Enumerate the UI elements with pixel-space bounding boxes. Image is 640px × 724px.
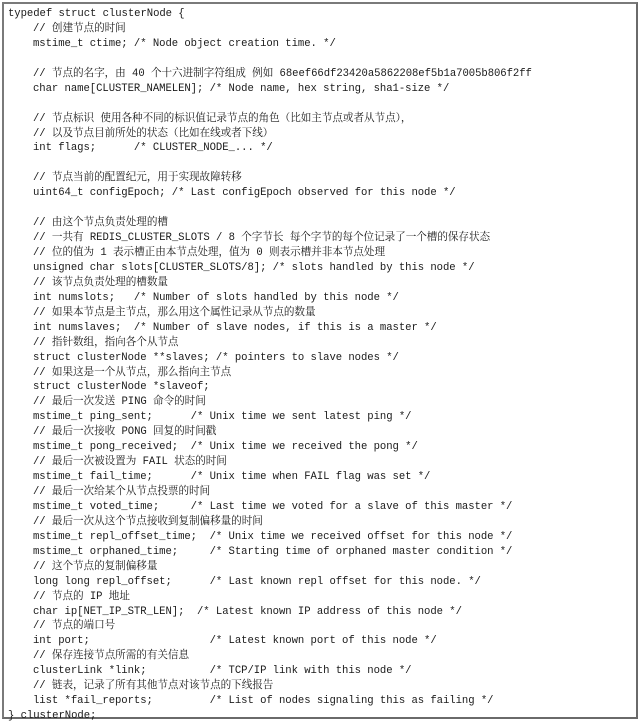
code-comment-line: // 以及节点目前所处的状态（比如在线或者下线） bbox=[33, 127, 274, 140]
code-comment-line: // 该节点负责处理的槽数量 bbox=[33, 276, 168, 289]
code-line: mstime_t orphaned_time; /* Starting time of orphaned master condition */ bbox=[33, 545, 513, 558]
code-comment-line: // 链表，记录了所有其他节点对该节点的下线报告 bbox=[33, 680, 274, 693]
code-line: mstime_t repl_offset_time; /* Unix time we received offset for this node */ bbox=[33, 530, 513, 543]
code-line: typedef struct clusterNode { bbox=[8, 8, 185, 20]
code-frame bbox=[2, 2, 638, 723]
code-comment-line: // 最后一次接收 PONG 回复的时间戳 bbox=[33, 426, 217, 439]
code-comment-line: // 这个节点的复制偏移量 bbox=[33, 560, 158, 573]
code-blank-line bbox=[8, 201, 634, 216]
code-comment-line: // 位的值为 1 表示槽正由本节点处理，值为 0 则表示槽并非本节点处理 bbox=[33, 247, 385, 259]
code-line: mstime_t fail_time; /* Unix time when FAIL flag was set */ bbox=[33, 471, 431, 484]
code-line: mstime_t ctime; /* Node object creation time. */ bbox=[33, 37, 336, 50]
code-line: uint64_t configEpoch; /* Last configEpoch observed for this node */ bbox=[33, 187, 456, 200]
code-line: mstime_t voted_time; /* Last time we voted for a slave of this master */ bbox=[33, 500, 513, 513]
code-blank-line bbox=[8, 156, 634, 171]
code-comment-line: // 一共有 REDIS_CLUSTER_SLOTS / 8 个字节长 每个字节的每个位记录了一个槽的保存状态 bbox=[33, 232, 491, 245]
code-comment-line: // 最后一次从这个节点接收到复制偏移量的时间 bbox=[33, 515, 263, 528]
code-comment-line: // 由这个节点负责处理的槽 bbox=[33, 217, 168, 230]
code-comment-line: // 节点标识 使用各种不同的标识值记录节点的角色（比如主节点或者从节点）， bbox=[33, 112, 412, 125]
code-comment-line: // 最后一次发送 PING 命令的时间 bbox=[33, 396, 206, 409]
code-line: } clusterNode; bbox=[8, 710, 97, 723]
code-line: char name[CLUSTER_NAMELEN]; /* Node name, hex string, sha1-size */ bbox=[33, 82, 450, 95]
code-comment-line: // 节点当前的配置纪元，用于实现故障转移 bbox=[33, 172, 242, 185]
code-comment-line: // 节点的端口号 bbox=[33, 620, 116, 633]
code-comment-line: // 如果这是一个从节点，那么指向主节点 bbox=[33, 366, 232, 379]
code-line: struct clusterNode **slaves; /* pointers to slave nodes */ bbox=[33, 351, 399, 364]
code-blank-line bbox=[8, 97, 634, 112]
code-comment-line: // 如果本节点是主节点，那么用这个属性记录从节点的数量 bbox=[33, 306, 316, 319]
code-line: int numslots; /* Number of slots handled by this node */ bbox=[33, 291, 399, 304]
code-comment-line: // 创建节点的时间 bbox=[33, 22, 126, 35]
code-comment-line: // 最后一次被设置为 FAIL 状态的时间 bbox=[33, 456, 227, 469]
code-comment-line: // 保存连接节点所需的有关信息 bbox=[33, 650, 189, 663]
code-line: long long repl_offset; /* Last known repl offset for this node. */ bbox=[33, 575, 481, 588]
code-line: int flags; /* CLUSTER_NODE_... */ bbox=[33, 142, 273, 155]
code-line: clusterLink *link; /* TCP/IP link with this node */ bbox=[33, 665, 412, 678]
code-comment-line: // 指针数组，指向各个从节点 bbox=[33, 336, 179, 349]
code-comment-line: // 最后一次给某个从节点投票的时间 bbox=[33, 486, 211, 498]
code-line: struct clusterNode *slaveof; bbox=[33, 381, 210, 394]
code-line: char ip[NET_IP_STR_LEN]; /* Latest known IP address of this node */ bbox=[33, 605, 462, 618]
code-line: mstime_t ping_sent; /* Unix time we sent latest ping */ bbox=[33, 411, 412, 424]
code-line: list *fail_reports; /* List of nodes signaling this as failing */ bbox=[33, 695, 494, 708]
code-comment-line: // 节点的名字，由 40 个十六进制字符组成 例如 68eef66df23420a5862208ef5b1a7005b806f2ff bbox=[33, 67, 532, 80]
code-line: int numslaves; /* Number of slave nodes, if this is a master */ bbox=[33, 321, 437, 334]
code-blank-line bbox=[8, 52, 634, 67]
code-comment-line: // 节点的 IP 地址 bbox=[33, 590, 130, 603]
code-line: unsigned char slots[CLUSTER_SLOTS/8]; /* slots handled by this node */ bbox=[33, 261, 475, 274]
code-block bbox=[8, 7, 634, 724]
code-line: mstime_t pong_received; /* Unix time we received the pong */ bbox=[33, 441, 418, 454]
code-line: int port; /* Latest known port of this node */ bbox=[33, 635, 437, 648]
